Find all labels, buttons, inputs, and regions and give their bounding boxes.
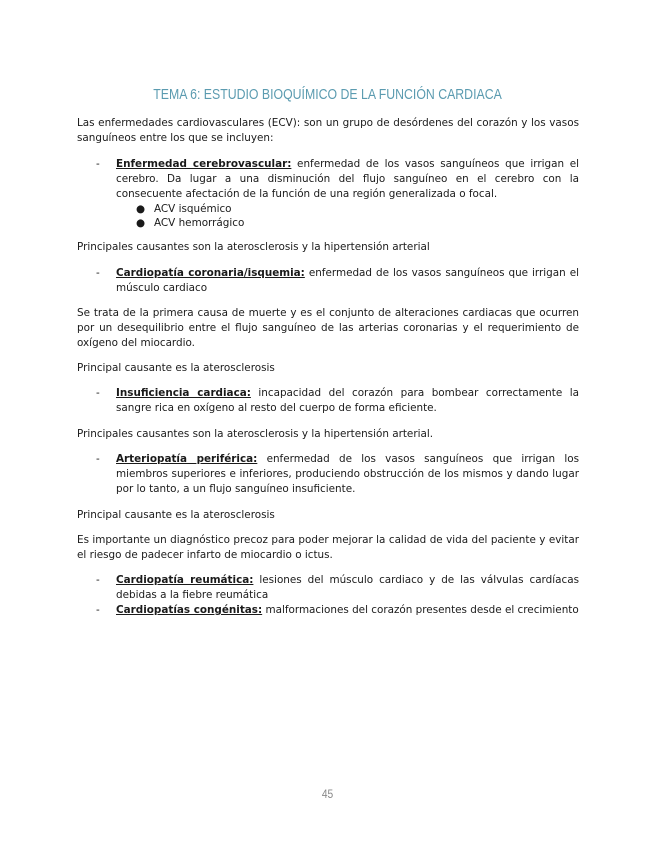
list-bullet: - bbox=[96, 574, 100, 586]
bullet-dot-icon: ● bbox=[136, 217, 146, 229]
term-label: Arteriopatía periférica: bbox=[116, 453, 258, 465]
paragraph: Principal causante es la aterosclerosis bbox=[77, 362, 275, 374]
page-number: 45 bbox=[321, 787, 334, 801]
term-definition: enfermedad de los vasos sanguíneos que irrigan el cerebro. Da lugar a una disminución del flujo sanguíneo en el cerebro con la consecuente afectación de la función de una región generalizada o focal. bbox=[116, 158, 579, 200]
list-item-insuficiencia bbox=[116, 386, 579, 416]
list-bullet: - bbox=[96, 267, 100, 279]
paragraph: Es importante un diagnóstico precoz para poder mejorar la calidad de vida del paciente y evitar el riesgo de padecer infarto de miocardio o ictus. bbox=[77, 534, 579, 561]
term-definition: enfermedad de los vasos sanguíneos que irrigan los miembros superiores e inferiores, produciendo obstrucción de los mismos y dando lugar por lo tanto, a un flujo sanguíneo insuficiente. bbox=[116, 453, 579, 495]
list-item-congenitas bbox=[116, 603, 579, 618]
term-definition: malformaciones del corazón presentes desde el crecimiento bbox=[262, 604, 579, 616]
paragraph: Principales causantes son la aterosclerosis y la hipertensión arterial bbox=[77, 241, 430, 253]
term-label: Enfermedad cerebrovascular: bbox=[116, 158, 292, 170]
paragraph: Principales causantes son la aterosclerosis y la hipertensión arterial. bbox=[77, 428, 434, 440]
intro-paragraph: Las enfermedades cardiovasculares (ECV): son un grupo de desórdenes del corazón y los vasos sanguíneos entre los que se incluyen: bbox=[77, 117, 579, 144]
term-definition: enfermedad de los vasos sanguíneos que irrigan el músculo cardiaco bbox=[116, 267, 579, 294]
term-label: Cardiopatías congénitas: bbox=[116, 604, 263, 616]
list-bullet: - bbox=[96, 387, 100, 399]
term-label: Insuficiencia cardiaca: bbox=[116, 387, 251, 399]
paragraph: Principal causante es la aterosclerosis bbox=[77, 509, 275, 521]
term-label: Cardiopatía reumática: bbox=[116, 574, 254, 586]
page-title: TEMA 6: ESTUDIO BIOQUÍMICO DE LA FUNCIÓN CARDIACA bbox=[153, 86, 502, 103]
sub-list-item bbox=[136, 202, 232, 217]
sub-list-item bbox=[136, 216, 244, 231]
list-item-cerebrovascular bbox=[116, 157, 579, 202]
paragraph: Se trata de la primera causa de muerte y es el conjunto de alteraciones cardiacas que ocurren por un desequilibrio entre el flujo sanguíneo de las arterias coronarias y el requerimiento de oxígeno del miocardio. bbox=[77, 307, 579, 349]
list-item-reumatica bbox=[116, 573, 579, 603]
term-definition: incapacidad del corazón para bombear correctamente la sangre rica en oxígeno al resto del cuerpo de forma eficiente. bbox=[116, 387, 579, 414]
term-definition: lesiones del músculo cardiaco y de las válvulas cardíacas debidas a la fiebre reumática bbox=[116, 574, 579, 601]
list-item-arteriopatia bbox=[116, 452, 579, 497]
list-bullet: - bbox=[96, 158, 100, 170]
bullet-dot-icon: ● bbox=[136, 203, 146, 215]
sub-item-text: ACV hemorrágico bbox=[154, 217, 245, 229]
list-item-coronaria bbox=[116, 266, 579, 296]
list-bullet: - bbox=[96, 453, 100, 465]
term-label: Cardiopatía coronaria/isquemia: bbox=[116, 267, 305, 279]
sub-item-text: ACV isquémico bbox=[154, 203, 232, 215]
list-bullet: - bbox=[96, 604, 100, 616]
